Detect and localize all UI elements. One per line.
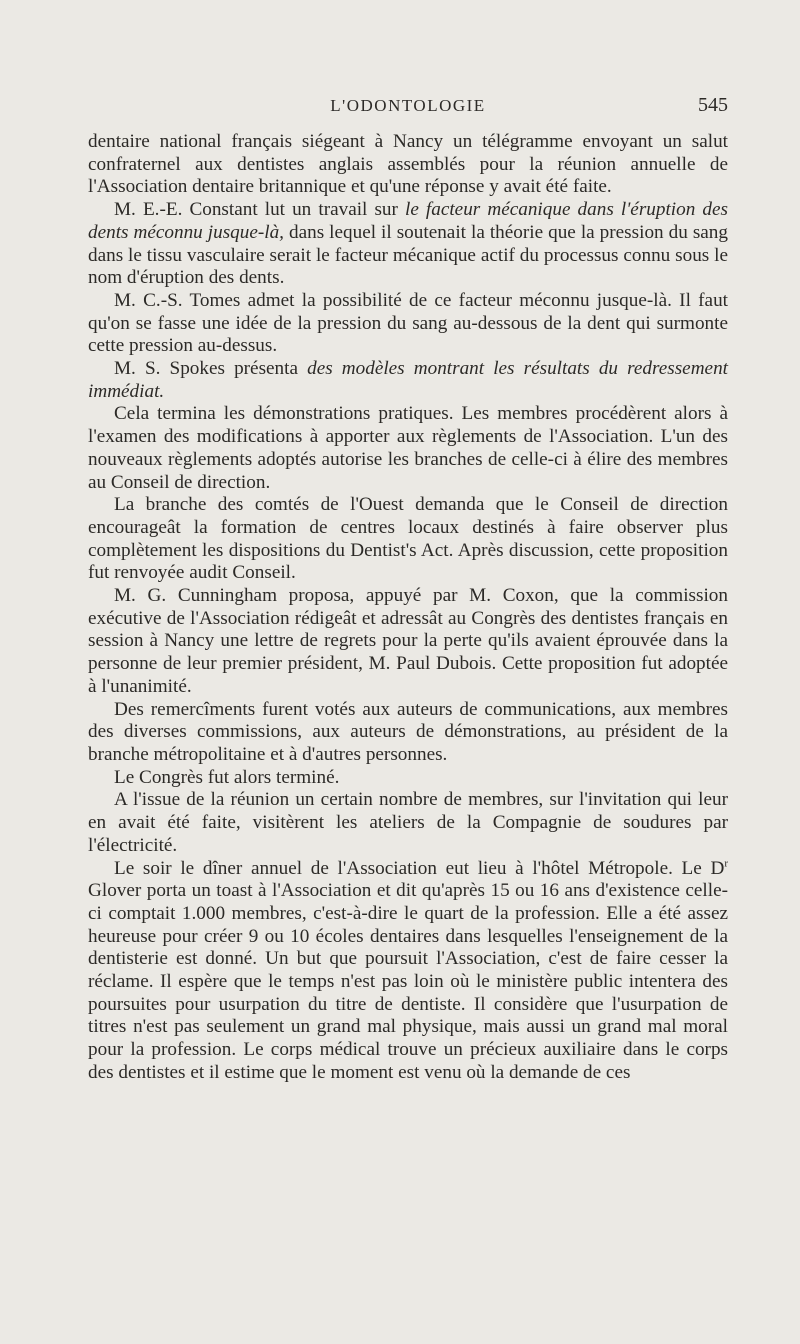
paper-title: le facteur mécanique dans l'éruption des dents méconnu jusque-là, — [88, 199, 728, 243]
paragraph-constant — [88, 199, 728, 290]
running-header — [88, 96, 728, 120]
paragraph-text: Glover porta un toast à l'Association et dit qu'après 15 ou 16 ans d'existence celle-ci comptait 1.000 membres, c'est-à-dire le quart de la profession. Elle a été assez heureuse pour créer 9 ou 10 écoles dentaires dans lesquelles l'enseignement de la dentisterie est donné. Un but que poursuit l'Association, c'est de faire cesser la réclame. Il espère que le temps n'est pas loin où le ministère public intentera des poursuites pour usurpation du titre de dentiste. Il considère que l'usurpation de titres n'est pas seulement un grand mal physique, mais aussi un grand mal moral pour la profession. Le corps médical trouve un précieux auxiliaire dans le corps des dentistes et il estime que le moment est venu où la demande de ces — [88, 880, 728, 1083]
paragraph-continuation: dentaire national français siégeant à Nancy un télégramme envoyant un salut confraternel aux dentistes anglais assemblés pour la réunion annuelle de l'Association dentaire britannique et qu'une réponse y avait été faite. — [88, 131, 728, 198]
paragraph-text: M. E.-E. Constant lut un travail sur — [114, 199, 405, 221]
article-body — [88, 131, 728, 1085]
paragraph-congres-termine: Le Congrès fut alors terminé. — [114, 766, 340, 788]
paragraph-reglements: Cela termina les démonstrations pratiques. Les membres procédèrent alors à l'examen des modifications à apporter aux règlements de l'Association. L'un des nouveaux règlements adoptés autorise les branches de celle-ci à élire des membres au Conseil de direction. — [88, 403, 728, 493]
paragraph-text: M. S. Spokes présenta — [114, 358, 308, 380]
paragraph-visite-ateliers: A l'issue de la réunion un certain nombre de membres, sur l'invitation qui leur en avait été faite, visitèrent les ateliers de la Compagnie de soudures par l'électricité. — [88, 789, 728, 856]
presentation-title: des modèles montrant les résultats du redressement immédiat. — [88, 358, 728, 402]
superscript: r — [724, 857, 728, 870]
paragraph-text: Le soir le dîner annuel de l'Association eut lieu à l'hôtel Métropole. Le D — [114, 857, 725, 879]
paragraph-text: dans lequel il soutenait la théorie que la pression du sang dans le tissu vasculaire serait le facteur mécanique actif du processus connu sous le nom d'éruption des dents. — [88, 221, 728, 289]
journal-title: L'ODONTOLOGIE — [330, 96, 486, 115]
paragraph-spokes — [88, 358, 728, 403]
paragraph-remerciments: Des remercîments furent votés aux auteurs de communications, aux membres des diverses commissions, aux auteurs de démonstrations, au président de la branche métropolitaine et à d'autres personnes. — [88, 698, 728, 765]
paragraph-comtes-ouest: La branche des comtés de l'Ouest demanda que le Conseil de direction encourageât la formation de centres locaux destinés à faire observer plus complètement les dispositions du Dentist's Act. Après discussion, cette proposition fut renvoyée audit Conseil. — [88, 494, 728, 584]
paragraph-tomes: M. C.-S. Tomes admet la possibilité de ce facteur méconnu jusque-là. Il faut qu'on se fasse une idée de la pression du sang au-dessous de la dent qui surmonte cette pression au-dessus. — [88, 289, 728, 357]
paragraph-diner-annuel — [88, 858, 728, 1085]
paragraph-cunningham: M. G. Cunningham proposa, appuyé par M. Coxon, que la commission exécutive de l'Association rédigeât et adressât au Congrès des dentistes français en session à Nancy une lettre de regrets pour la perte qu'ils avaient éprouvée dans la personne de leur premier président, M. Paul Dubois. Cette proposition fut adoptée à l'unanimité. — [88, 585, 728, 697]
page-number: 545 — [698, 94, 728, 116]
